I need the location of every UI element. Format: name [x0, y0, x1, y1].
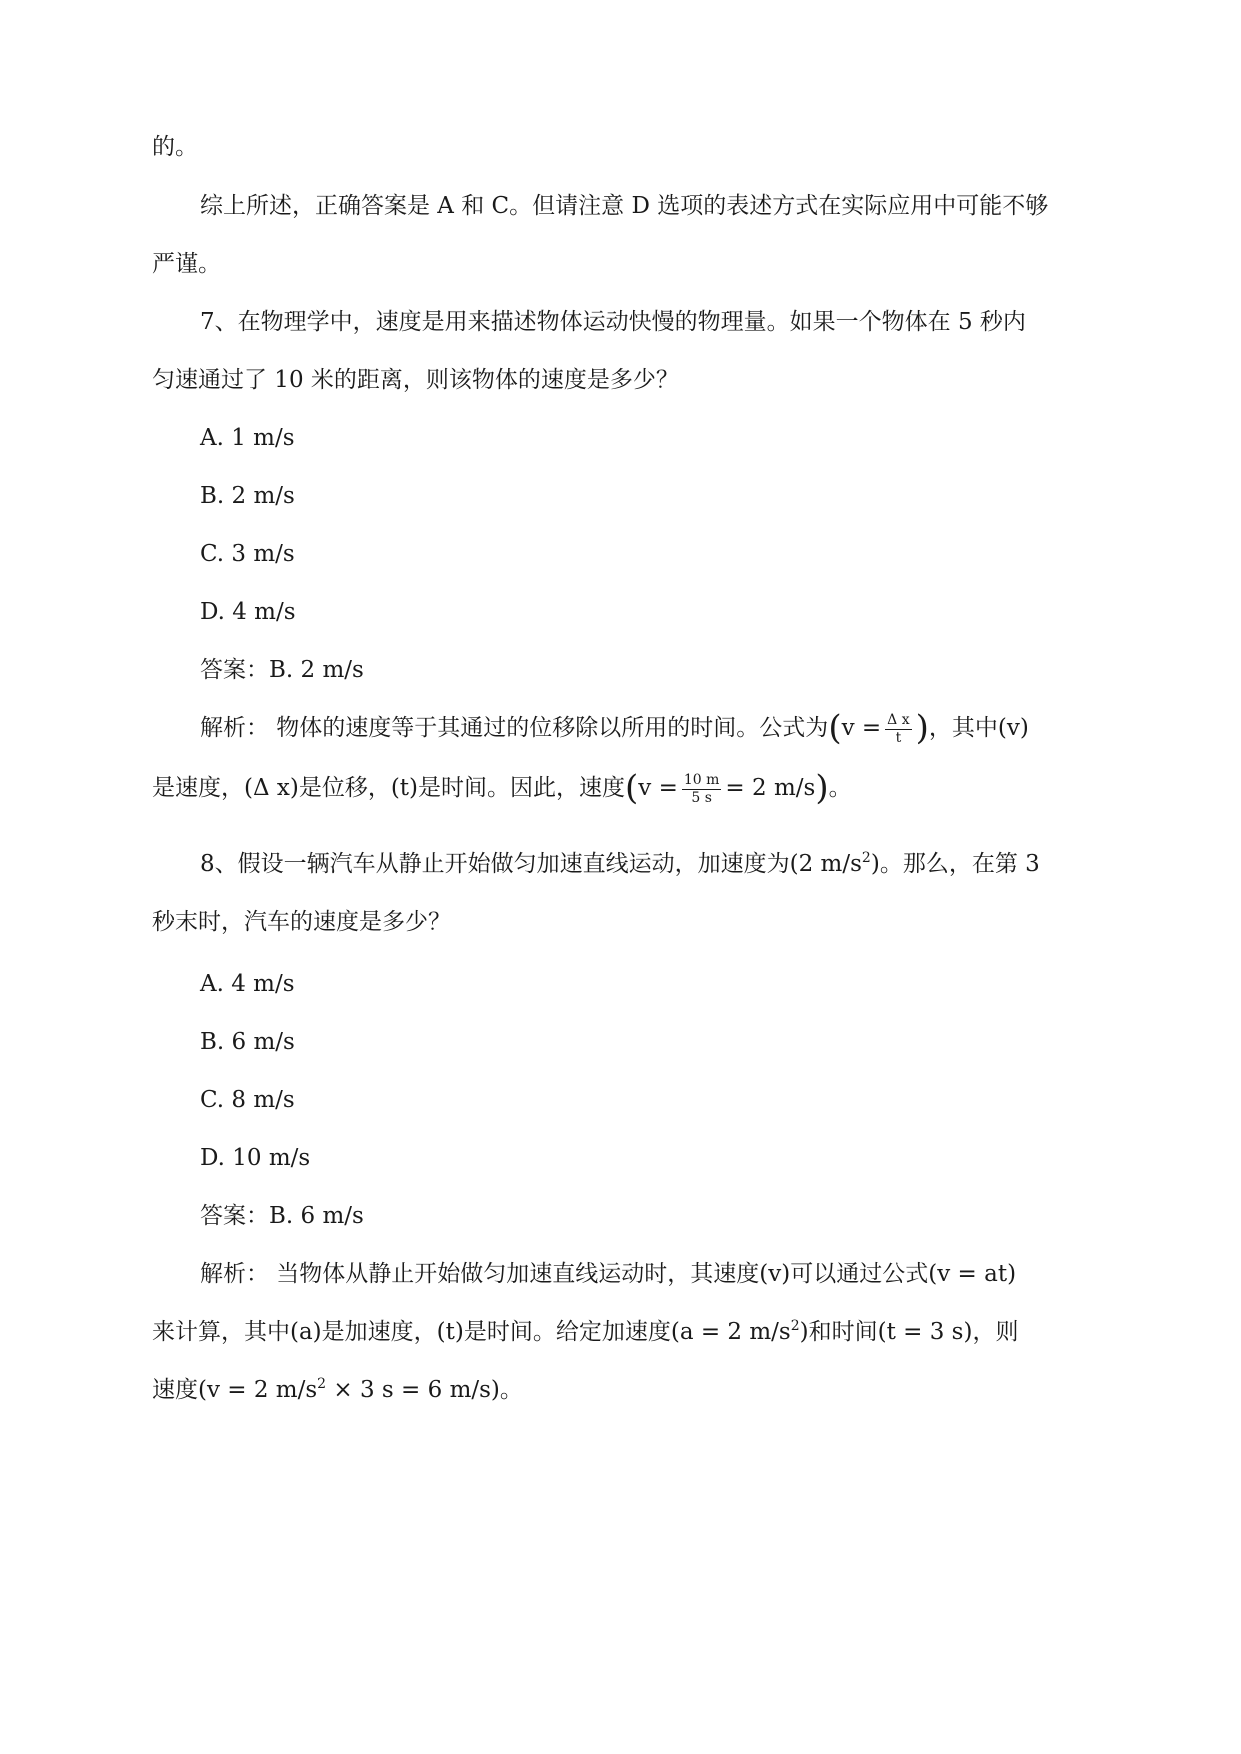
q7-explanation-1 [200, 708, 1029, 748]
superscript: 2 [861, 850, 871, 866]
q8-answer: 答案：B. 6 m/s [200, 1203, 364, 1229]
q7-option-b: B. 2 m/s [200, 483, 295, 509]
q7-exp1-text: 解析： 物体的速度等于其通过的位移除以所用的时间。公式为 [200, 715, 829, 741]
paren-close: ) [815, 768, 829, 808]
q8-exp2-text-post: )和时间(t = 3 s)，则 [799, 1319, 1019, 1345]
question-7-text-cont: 匀速通过了 10 米的距离，则该物体的速度是多少？ [152, 367, 679, 393]
summary-line: 综上所述，正确答案是 A 和 C。但请注意 D 选项的表述方式在实际应用中可能不够 [200, 193, 1049, 219]
q7-option-c: C. 3 m/s [200, 541, 295, 567]
q7-exp2-result: = 2 m/s [725, 775, 816, 801]
q8-exp3-text: 速度(v = 2 m/s [152, 1377, 318, 1403]
fraction-denominator: t [895, 729, 902, 746]
q7-exp2-formula-lhs: v = [638, 775, 678, 801]
q8-text-pre: 8、假设一辆汽车从静止开始做匀加速直线运动，加速度为(2 m/s [200, 851, 862, 877]
fraction-denominator: 5 s [691, 789, 712, 806]
q8-explanation-3 [152, 1373, 523, 1407]
q8-exp2-text: 来计算，其中(a)是加速度，(t)是时间。给定加速度(a = 2 m/s [152, 1319, 791, 1345]
text-line-1: 的。 [152, 134, 198, 160]
q8-option-b: B. 6 m/s [200, 1029, 295, 1055]
question-8-text-cont: 秒末时，汽车的速度是多少？ [152, 909, 451, 935]
q7-exp1-formula-lhs: v = [841, 715, 882, 741]
q7-exp1-text-post: ，其中(v) [928, 715, 1029, 741]
q8-explanation-2 [152, 1315, 1018, 1349]
q7-exp2-text: 是速度，(Δ x)是位移，(t)是时间。因此，速度 [152, 775, 626, 801]
question-7-text: 7、在物理学中，速度是用来描述物体运动快慢的物理量。如果一个物体在 5 秒内 [200, 309, 1026, 335]
q8-option-c: C. 8 m/s [200, 1087, 295, 1113]
paren-open: ( [828, 708, 842, 748]
q8-option-a: A. 4 m/s [200, 971, 295, 997]
paren-open: ( [625, 768, 639, 808]
question-8-text [200, 847, 1040, 881]
q8-exp3-text-post: × 3 s = 6 m/s)。 [326, 1377, 523, 1403]
superscript: 2 [317, 1376, 327, 1392]
q7-option-d: D. 4 m/s [200, 599, 296, 625]
q7-exp2-fraction [682, 773, 722, 806]
q8-explanation-1: 解析： 当物体从静止开始做匀加速直线运动时，其速度(v)可以通过公式(v = at) [200, 1261, 1017, 1287]
superscript: 2 [790, 1318, 800, 1334]
fraction-numerator: Δ x [887, 711, 910, 728]
q8-option-d: D. 10 m/s [200, 1145, 311, 1171]
summary-line-cont: 严谨。 [152, 251, 221, 277]
q7-answer: 答案：B. 2 m/s [200, 657, 364, 683]
q7-explanation-2 [152, 768, 852, 808]
q7-option-a: A. 1 m/s [200, 425, 295, 451]
q8-text-post: )。那么，在第 3 [870, 851, 1040, 877]
paren-close: ) [915, 708, 929, 748]
q7-exp2-text-post: 。 [828, 775, 852, 801]
fraction-numerator: 10 m [683, 771, 720, 788]
q7-exp1-fraction [885, 713, 911, 746]
